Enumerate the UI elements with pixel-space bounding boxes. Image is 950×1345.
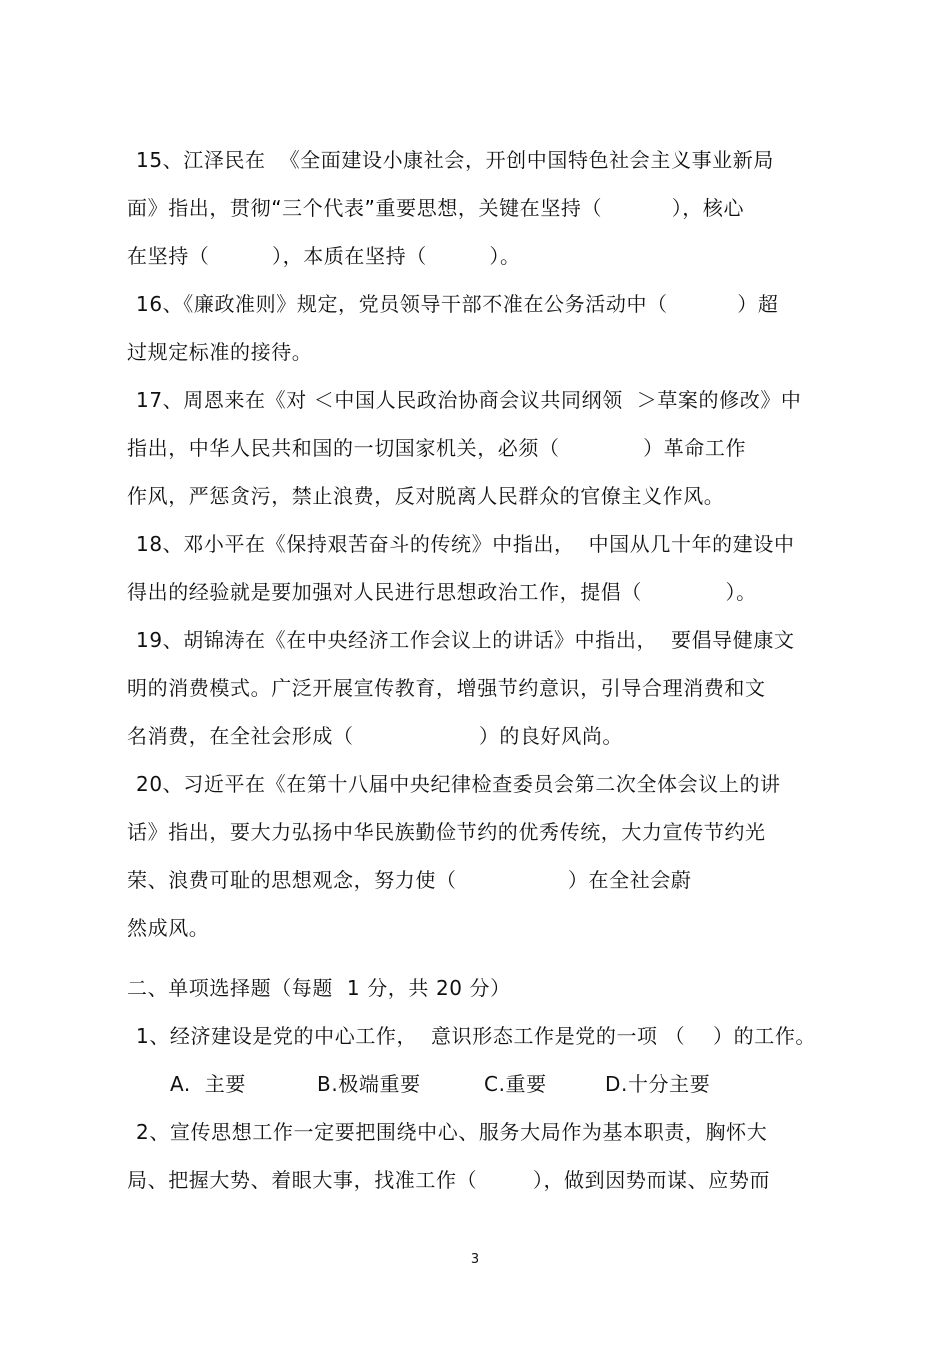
question-17-line-3: 作风，严惩贪污，禁止浪费，反对脱离人民群众的官僚主义作风。 [127,484,725,508]
question-20-line-2: 话》指出，要大力弘扬中华民族勤俭节约的优秀传统，大力宣传节约光 [127,820,766,844]
question-19-line-3: 名消费，在全社会形成（ ）的良好风尚。 [127,724,624,748]
choice-option-a: A. 主要 [170,1072,247,1096]
question-16-line-1: 16、《廉政准则》规定，党员领导干部不准在公务活动中（ ）超 [136,292,779,316]
choice-question-2-line-2: 局、把握大势、着眼大事，找准工作（ ），做到因势而谋、应势而 [127,1168,771,1192]
question-19-line-1: 19、胡锦涛在《在中央经济工作会议上的讲话》中指出， 要倡导健康文 [136,628,795,652]
question-20-line-4: 然成风。 [127,916,210,940]
question-19-line-2: 明的消费模式。广泛开展宣传教育，增强节约意识，引导合理消费和文 [127,676,766,700]
question-15-line-1: 15、江泽民在 《全面建设小康社会，开创中国特色社会主义事业新局 [136,148,774,172]
page-number: 3 [470,1252,480,1267]
question-17-line-2: 指出，中华人民共和国的一切国家机关，必须（ ）革命工作 [127,436,747,460]
question-18-line-2: 得出的经验就是要加强对人民进行思想政治工作，提倡（ ）。 [127,580,757,604]
choice-option-c: C.重要 [484,1072,547,1096]
choice-option-d: D.十分主要 [605,1072,711,1096]
choice-option-b: B.极端重要 [317,1072,421,1096]
question-17-line-1: 17、周恩来在《对 ＜中国人民政治协商会议共同纲领 ＞草案的修改》中 [136,388,802,412]
question-18-line-1: 18、邓小平在《保持艰苦奋斗的传统》中指出， 中国从几十年的建设中 [136,532,795,556]
question-15-line-2: 面》指出，贯彻“三个代表”重要思想，关键在坚持（ ），核心 [127,196,745,220]
choice-question-1-stem: 1、经济建设是党的中心工作， 意识形态工作是党的一项 （ ）的工作。 [136,1024,817,1048]
question-15-line-3: 在坚持（ ），本质在坚持（ ）。 [127,244,521,268]
section-heading: 二、单项选择题（每题 1 分，共 20 分） [127,976,511,1000]
question-20-line-1: 20、习近平在《在第十八届中央纪律检查委员会第二次全体会议上的讲 [136,772,781,796]
choice-question-2-line-1: 2、宣传思想工作一定要把围绕中心、服务大局作为基本职责，胸怀大 [136,1120,768,1144]
question-16-line-2: 过规定标准的接待。 [127,340,313,364]
question-20-line-3: 荣、浪费可耻的思想观念，努力使（ ）在全社会蔚 [127,868,692,892]
